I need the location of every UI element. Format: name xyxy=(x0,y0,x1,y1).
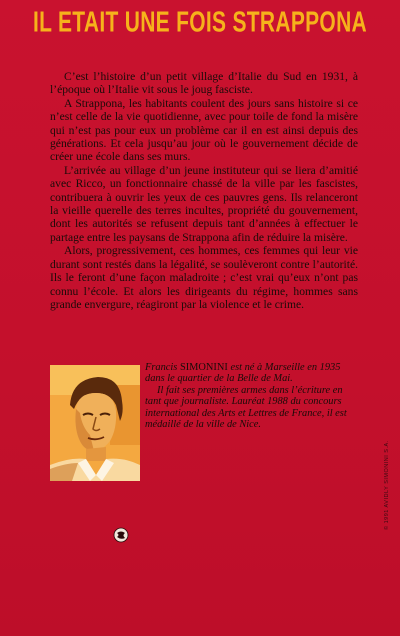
synopsis-paragraph: A Strappona, les habitants coulent des jours sans histoire si ce n’est celle de la vie quotidienne, avec pour toile de fond la misère qui n’est pas pour eux un problème car il en est ainsi depuis des générations. Et cela jusqu’au jour où le gouvernement décide de créer une école dans ses murs. xyxy=(50,96,358,164)
author-photo-illustration xyxy=(50,365,140,481)
author-first-name: Francis xyxy=(145,362,178,373)
publisher-logo-icon xyxy=(113,527,129,543)
synopsis-paragraph: C’est l’histoire d’un petit village d’Italie du Sud en 1931, à l’époque où l’Italie vit sous le joug fasciste. xyxy=(50,70,358,97)
author-bio-paragraph: Il fait ses premières armes dans l’écriture en tant que journaliste. Lauréat 1988 du concours international des Arts et Lettres de France, il est médaillé de la ville de Nice. xyxy=(145,384,347,431)
book-title: IL ETAIT UNE FOIS STRAPPONA xyxy=(32,7,367,39)
author-bio-paragraph xyxy=(145,362,360,385)
author-portrait xyxy=(50,365,140,481)
synopsis-paragraph: Alors, progressivement, ces hommes, ces femmes qui leur vie durant sont restés dans la légalité, se soulèveront contre l’autorité. Ils le feront d’une façon maladroite ; c’est vrai qu’eux n’ont pas connu l’école. Et alors les dirigeants du régime, hommes sans grande envergure, réagiront par la violence et le crime. xyxy=(50,244,358,311)
author-bio-birth: est né à Marseille en 1935 dans le quartier de la Belle de Mai. xyxy=(145,362,341,385)
author-bio xyxy=(145,362,360,430)
author-last-name: SIMONINI xyxy=(179,362,228,373)
synopsis-paragraph: L’arrivée au village d’un jeune instituteur qui se liera d’amitié avec Ricco, un fonctionnaire chassé de la ville par les fascistes, contribuera à ouvrir les yeux de ces pauvres gens. Ils relanceront la vieille querelle des terres incultes, propriété du gouvernement, dont les autorités se refusent depuis tant d’années à effectuer le partage entre les paysans de Strappona afin de réduire la misère. xyxy=(50,163,358,244)
synopsis xyxy=(50,70,358,311)
printer-credit: © 1991 AVIDLY SIMONINI S.A. xyxy=(384,440,390,530)
